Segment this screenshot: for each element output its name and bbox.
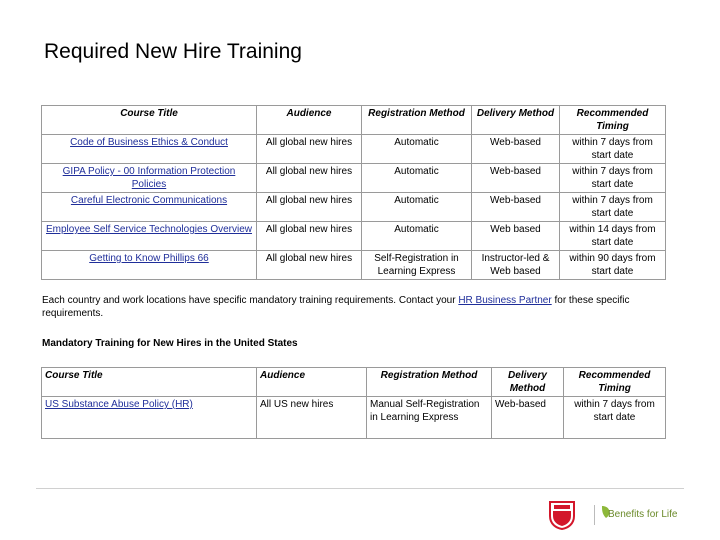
table-cell: Web-based <box>472 193 560 222</box>
table-row <box>42 135 666 164</box>
table-cell: within 7 days from start date <box>560 135 666 164</box>
course-link[interactable]: Careful Electronic Communications <box>42 193 257 222</box>
footer-divider <box>36 488 684 489</box>
table-cell: All global new hires <box>257 164 362 193</box>
course-link[interactable]: GIPA Policy - 00 Information Protection Policies <box>42 164 257 193</box>
course-link[interactable]: Getting to Know Phillips 66 <box>42 251 257 280</box>
table-cell: Instructor-led & Web based <box>472 251 560 280</box>
table-cell: Self-Registration in Learning Express <box>362 251 472 280</box>
table-cell: within 7 days from start date <box>560 164 666 193</box>
column-header: Course Title <box>42 368 257 397</box>
column-header: Audience <box>257 368 367 397</box>
note-text: for these specific requirements. <box>42 295 630 319</box>
table-cell: Automatic <box>362 135 472 164</box>
table-cell: Web based <box>472 222 560 251</box>
course-link[interactable]: Code of Business Ethics & Conduct <box>42 135 257 164</box>
table-header-row <box>42 368 666 397</box>
course-link[interactable]: Employee Self Service Technologies Overview <box>42 222 257 251</box>
column-header: Delivery Method <box>492 368 564 397</box>
table-cell: All US new hires <box>257 397 367 439</box>
table-cell: Web-based <box>472 135 560 164</box>
table-cell: within 14 days from start date <box>560 222 666 251</box>
column-header: Audience <box>257 106 362 135</box>
table-cell: Automatic <box>362 193 472 222</box>
table-row <box>42 397 666 439</box>
column-header: Recommended Timing <box>564 368 666 397</box>
phillips66-shield-logo <box>548 500 576 530</box>
global-training-table <box>41 105 666 280</box>
table-cell: Automatic <box>362 164 472 193</box>
table-row <box>42 164 666 193</box>
table-cell: within 7 days from start date <box>564 397 666 439</box>
table-cell: Automatic <box>362 222 472 251</box>
requirements-note <box>42 294 662 320</box>
table-row <box>42 222 666 251</box>
note-text: Each country and work locations have specific mandatory training requirements. Contact your <box>42 295 459 306</box>
table-header-row <box>42 106 666 135</box>
table-cell: All global new hires <box>257 135 362 164</box>
column-header: Course Title <box>42 106 257 135</box>
brand-text: Benefits for Life <box>608 509 678 520</box>
course-link[interactable]: US Substance Abuse Policy (HR) <box>42 397 257 439</box>
column-header: Registration Method <box>367 368 492 397</box>
page-title: Required New Hire Training <box>44 40 302 63</box>
us-training-table <box>41 367 666 439</box>
table-cell: within 90 days from start date <box>560 251 666 280</box>
table-cell: Web-based <box>492 397 564 439</box>
us-section-heading: Mandatory Training for New Hires in the United States <box>42 338 298 349</box>
column-header: Recommended Timing <box>560 106 666 135</box>
table-cell: All global new hires <box>257 193 362 222</box>
table-cell: All global new hires <box>257 222 362 251</box>
table-cell: Manual Self-Registration in Learning Express <box>367 397 492 439</box>
table-cell: within 7 days from start date <box>560 193 666 222</box>
column-header: Delivery Method <box>472 106 560 135</box>
table-cell: All global new hires <box>257 251 362 280</box>
hr-business-partner-link[interactable]: HR Business Partner <box>458 295 552 306</box>
table-row <box>42 251 666 280</box>
table-row <box>42 193 666 222</box>
table-cell: Web-based <box>472 164 560 193</box>
column-header: Registration Method <box>362 106 472 135</box>
